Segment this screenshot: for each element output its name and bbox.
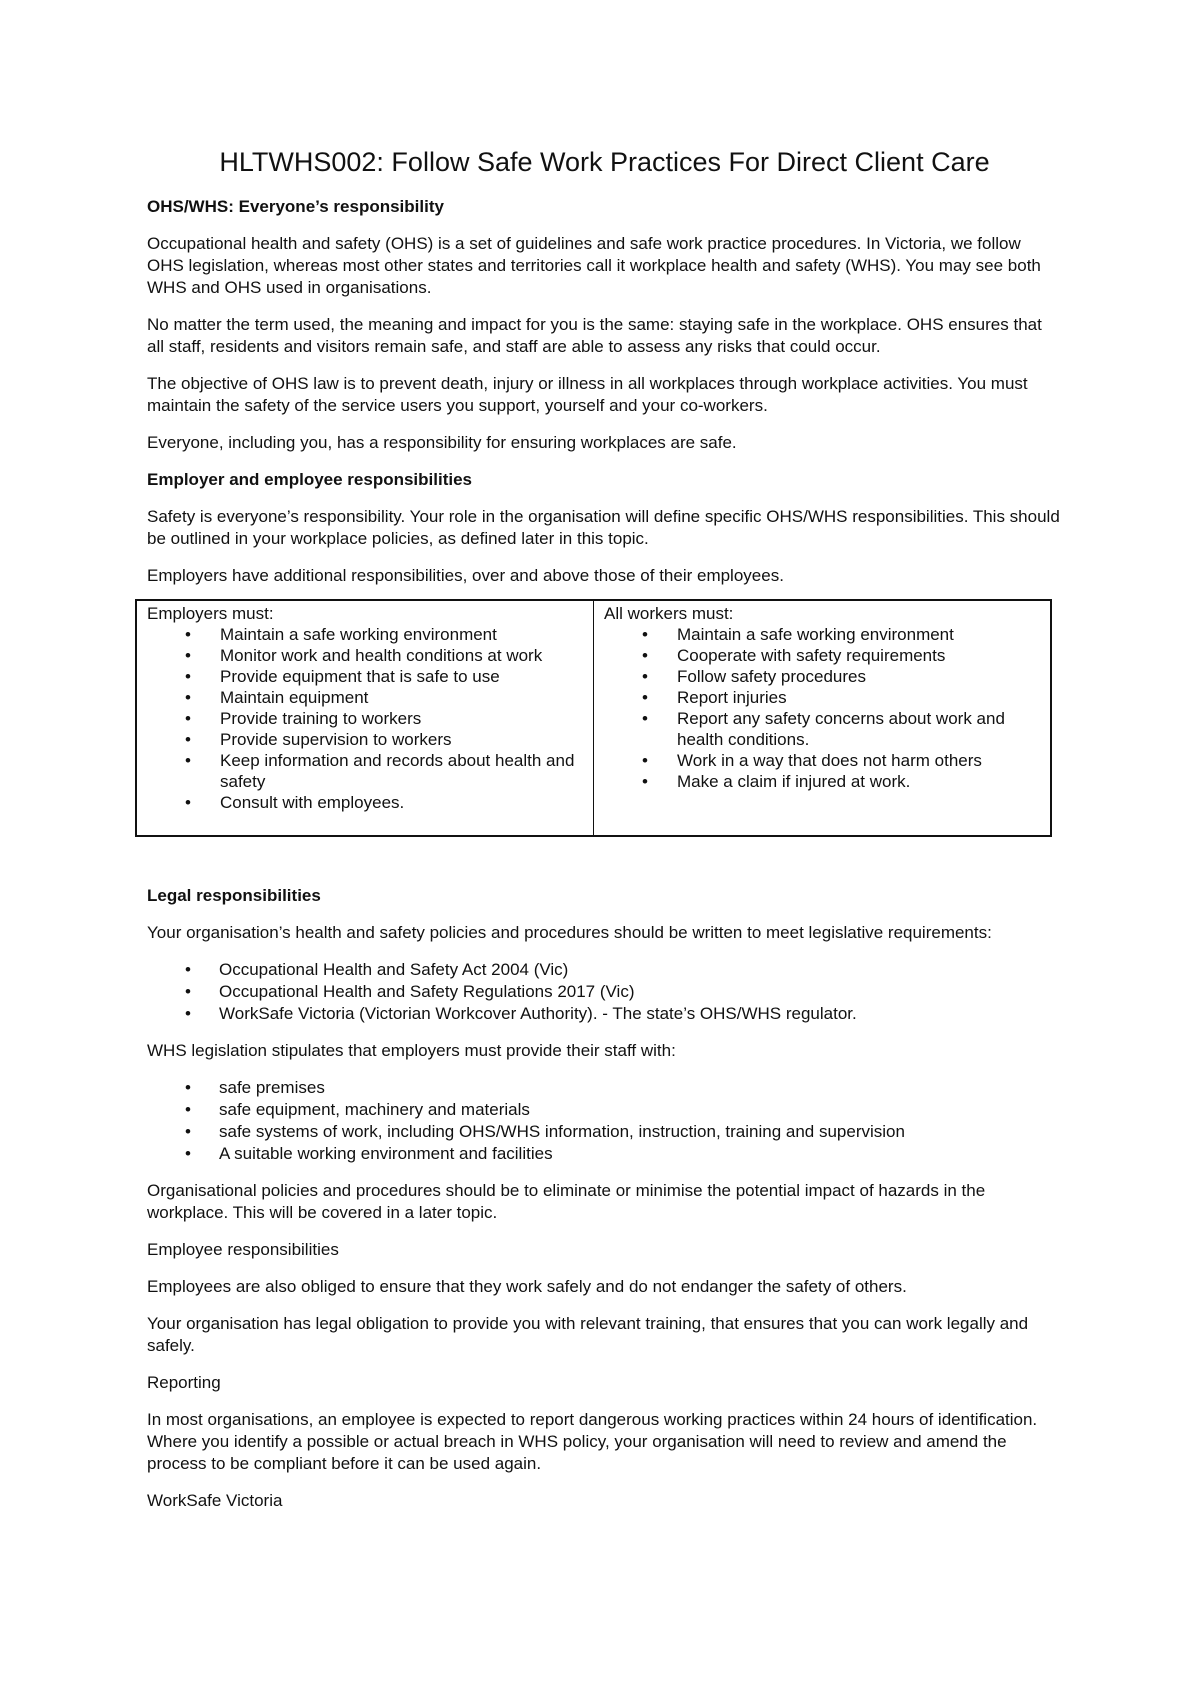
paragraph: No matter the term used, the meaning and impact for you is the same: staying safe in the workplace. OHS ensures that all staff, residents and visitors remain safe, and staff are able to assess any risks that could occur. <box>147 315 1042 356</box>
list-item: • safe systems of work, including OHS/WHS information, instruction, training and supervision <box>147 1121 1062 1143</box>
paragraph: In most organisations, an employee is expected to report dangerous working practices within 24 hours of identification. Where you identify a possible or actual breach in WHS policy, your organisation will need to review and amend the process to be compliant before it can be used again. <box>147 1410 1038 1473</box>
section-heading-employee: Employee responsibilities <box>147 1240 339 1259</box>
legislation-list <box>147 959 1062 1025</box>
employers-list <box>147 624 583 813</box>
workers-header: All workers must: <box>604 604 734 623</box>
workers-column <box>594 600 1052 836</box>
list-item: • Provide equipment that is safe to use <box>147 666 583 687</box>
list-item: • safe premises <box>147 1077 1062 1099</box>
list-item: • WorkSafe Victoria (Victorian Workcover Authority). - The state’s OHS/WHS regulator. <box>147 1003 1062 1025</box>
list-item: • Consult with employees. <box>147 792 583 813</box>
section-heading-employer-employee: Employer and employee responsibilities <box>147 470 472 489</box>
list-item: • Work in a way that does not harm others <box>604 750 1040 771</box>
section-heading-legal: Legal responsibilities <box>147 886 321 905</box>
list-item: • Cooperate with safety requirements <box>604 645 1040 666</box>
paragraph: Everyone, including you, has a responsibility for ensuring workplaces are safe. <box>147 433 737 452</box>
employers-header: Employers must: <box>147 604 274 623</box>
workers-list <box>604 624 1040 792</box>
list-item: • Provide training to workers <box>147 708 583 729</box>
paragraph: Employees are also obliged to ensure that they work safely and do not endanger the safety of others. <box>147 1277 907 1296</box>
list-item: • Occupational Health and Safety Regulations 2017 (Vic) <box>147 981 1062 1003</box>
section-heading-worksafe: WorkSafe Victoria <box>147 1491 283 1510</box>
list-item: • Provide supervision to workers <box>147 729 583 750</box>
document-title: HLTWHS002: Follow Safe Work Practices For Direct Client Care <box>219 147 990 177</box>
paragraph: Organisational policies and procedures should be to eliminate or minimise the potential impact of hazards in the workplace. This will be covered in a later topic. <box>147 1181 986 1222</box>
paragraph: Your organisation’s health and safety policies and procedures should be written to meet legislative requirements: <box>147 923 992 942</box>
responsibilities-table <box>135 599 1052 837</box>
list-item: • Maintain equipment <box>147 687 583 708</box>
paragraph: Occupational health and safety (OHS) is a set of guidelines and safe work practice procedures. In Victoria, we follow OHS legislation, whereas most other states and territories call it workplace health and safety (WHS). You may see both WHS and OHS used in organisations. <box>147 234 1041 297</box>
list-item: • Report any safety concerns about work and health conditions. <box>604 708 1040 750</box>
paragraph: WHS legislation stipulates that employers must provide their staff with: <box>147 1041 676 1060</box>
paragraph: The objective of OHS law is to prevent death, injury or illness in all workplaces through workplace activities. You must maintain the safety of the service users you support, yourself and your co-workers. <box>147 374 1028 415</box>
list-item: • Maintain a safe working environment <box>604 624 1040 645</box>
list-item: • safe equipment, machinery and materials <box>147 1099 1062 1121</box>
list-item: • Follow safety procedures <box>604 666 1040 687</box>
paragraph: Safety is everyone’s responsibility. Your role in the organisation will define specific OHS/WHS responsibilities. This should be outlined in your workplace policies, as defined later in this topic. <box>147 507 1060 548</box>
paragraph: Your organisation has legal obligation to provide you with relevant training, that ensures that you can work legally and safely. <box>147 1314 1029 1355</box>
list-item: • Occupational Health and Safety Act 2004 (Vic) <box>147 959 1062 981</box>
document-body <box>147 196 1062 1527</box>
list-item: • Keep information and records about health and safety <box>147 750 583 792</box>
list-item: • Report injuries <box>604 687 1040 708</box>
employers-column <box>136 600 594 836</box>
provisions-list <box>147 1077 1062 1165</box>
list-item: • A suitable working environment and facilities <box>147 1143 1062 1165</box>
list-item: • Maintain a safe working environment <box>147 624 583 645</box>
list-item: • Make a claim if injured at work. <box>604 771 1040 792</box>
list-item: • Monitor work and health conditions at work <box>147 645 583 666</box>
section-heading-ohs-whs: OHS/WHS: Everyone’s responsibility <box>147 197 444 216</box>
section-heading-reporting: Reporting <box>147 1373 221 1392</box>
paragraph: Employers have additional responsibilities, over and above those of their employees. <box>147 566 784 585</box>
